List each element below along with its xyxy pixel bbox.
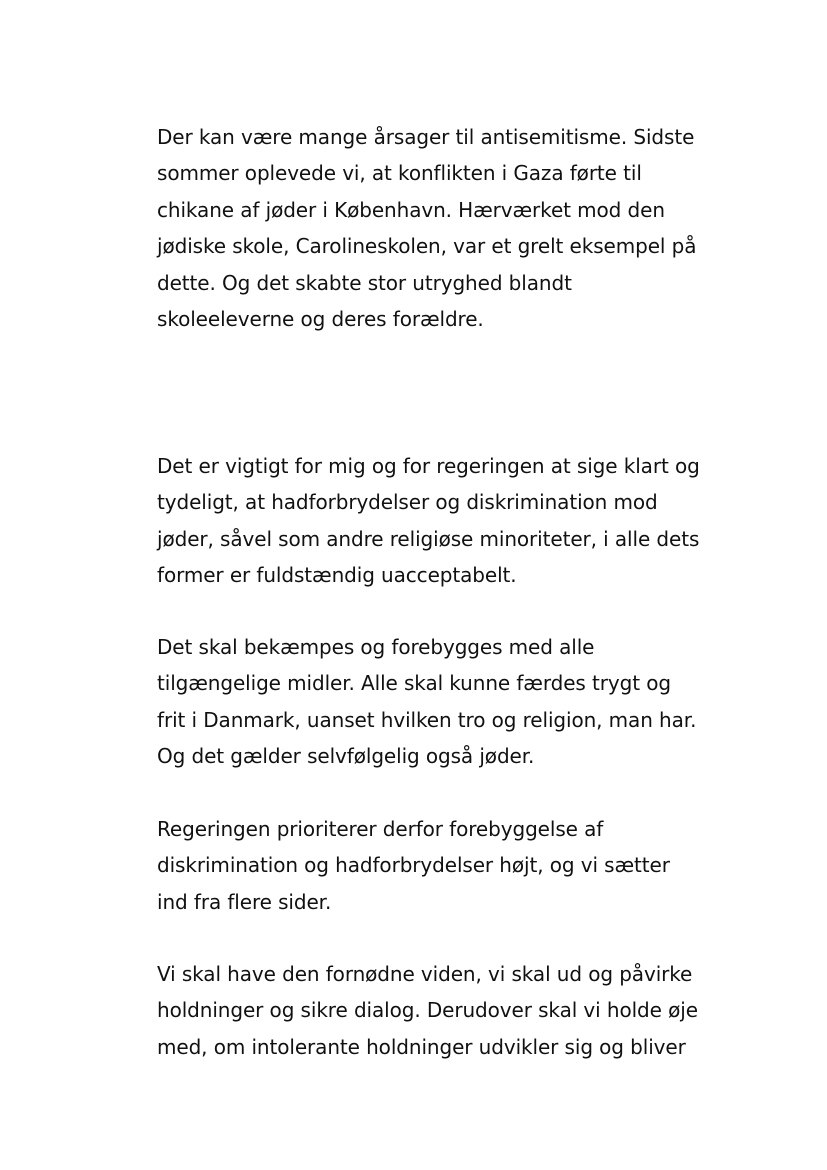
text-line: jøder, såvel som andre religiøse minoriteter, i alle dets [157, 526, 700, 551]
text-line: Det er vigtigt for mig og for regeringen at sige klart og [157, 454, 700, 478]
paragraph-combat-and-prevent [157, 629, 727, 775]
paragraph-antisemitism-causes [157, 119, 727, 337]
text-line: diskrimination og hadforbrydelser højt, og vi sætter [157, 853, 670, 878]
text-line: tilgængelige midler. Alle skal kunne færdes trygt og [157, 671, 671, 696]
text-line: skoleeleverne og deres forældre. [157, 307, 484, 332]
text-line: Det skal bekæmpes og forebygges med alle [157, 635, 595, 659]
text-line: holdninger og sikre dialog. Derudover skal vi holde øje [157, 998, 698, 1023]
paragraph-knowledge-and-dialog [157, 956, 727, 1065]
text-line: Regeringen prioriterer derfor forebyggelse af [157, 817, 604, 841]
text-line: frit i Danmark, uanset hvilken tro og religion, man har. [157, 707, 697, 732]
text-line: former er fuldstændig uacceptabelt. [157, 563, 517, 588]
paragraph-government-priorities [157, 811, 727, 920]
text-line: sommer oplevede vi, at konflikten i Gaza førte til [157, 161, 642, 186]
text-line: tydeligt, at hadforbrydelser og diskrimination mod [157, 490, 658, 515]
text-line: chikane af jøder i København. Hærværket mod den [157, 197, 665, 222]
text-line: dette. Og det skabte stor utryghed blandt [157, 270, 572, 295]
text-line: med, om intolerante holdninger udvikler sig og bliver [157, 1034, 686, 1059]
text-line: Vi skal have den fornødne viden, vi skal ud og påvirke [157, 962, 693, 986]
text-line: ind fra flere sider. [157, 889, 332, 914]
text-line: Der kan være mange årsager til antisemitisme. Sidste [157, 125, 695, 149]
text-line: Og det gælder selvfølgelig også jøder. [157, 744, 535, 769]
paragraph-government-statement [157, 448, 727, 594]
text-line: jødiske skole, Carolineskolen, var et grelt eksempel på [157, 234, 697, 259]
